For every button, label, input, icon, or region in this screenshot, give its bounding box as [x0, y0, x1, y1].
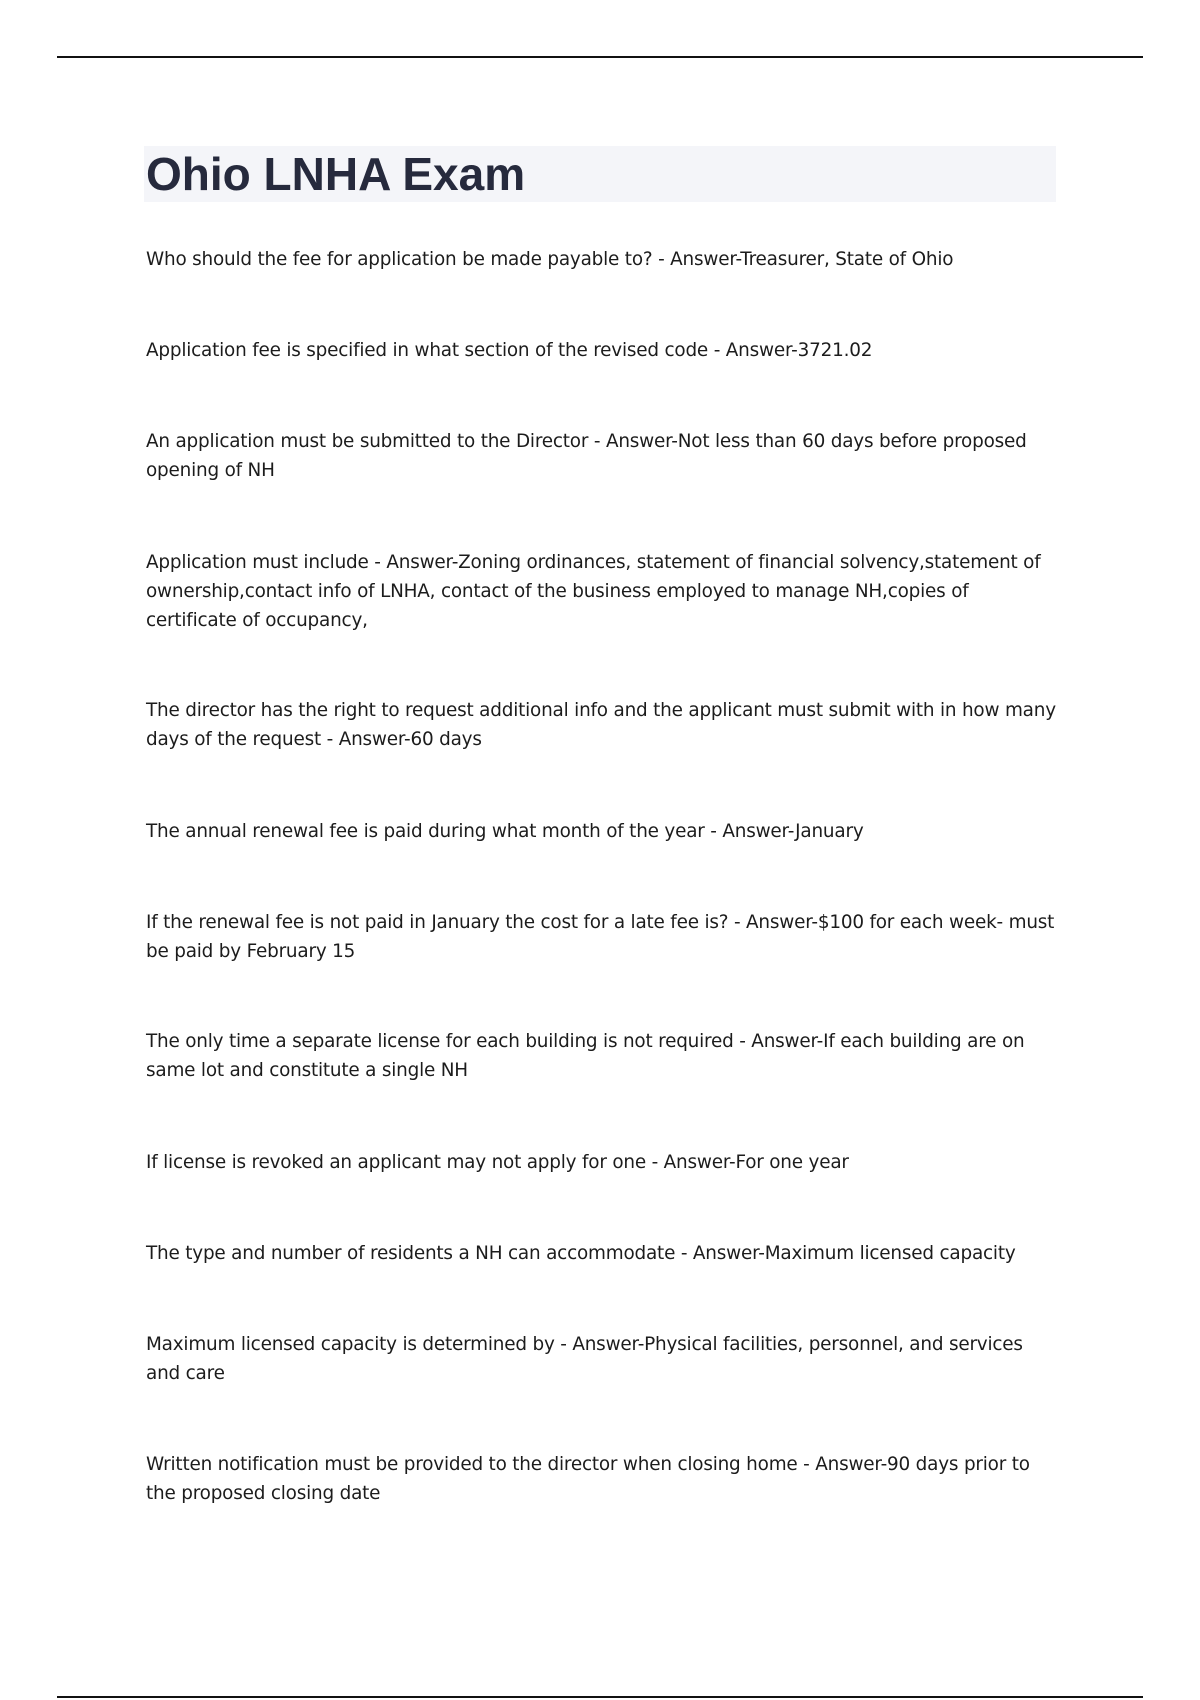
qa-item: Written notification must be provided to the director when closing home - Answer-90 days prior to the proposed closing date [146, 1454, 1030, 1504]
qa-item: The type and number of residents a NH can accommodate - Answer-Maximum licensed capacity [146, 1243, 1016, 1264]
bottom-divider [57, 1696, 1143, 1698]
qa-item: If license is revoked an applicant may not apply for one - Answer-For one year [146, 1152, 849, 1173]
qa-item: Application fee is specified in what section of the revised code - Answer-3721.02 [146, 340, 873, 361]
qa-item: An application must be submitted to the Director - Answer-Not less than 60 days before proposed opening of NH [146, 431, 1027, 481]
qa-item: The annual renewal fee is paid during what month of the year - Answer-January [146, 821, 864, 842]
qa-item: The director has the right to request additional info and the applicant must submit with in how many days of the request - Answer-60 days [146, 700, 1056, 750]
qa-item: If the renewal fee is not paid in January the cost for a late fee is? - Answer-$100 for each week- must be paid by February 15 [146, 912, 1055, 962]
qa-item: Maximum licensed capacity is determined by - Answer-Physical facilities, personnel, and services and care [146, 1334, 1023, 1384]
document-title: Ohio LNHA Exam [146, 148, 526, 200]
qa-item: The only time a separate license for each building is not required - Answer-If each building are on same lot and constitute a single NH [146, 1031, 1025, 1081]
qa-item: Who should the fee for application be made payable to? - Answer-Treasurer, State of Ohio [146, 249, 954, 270]
top-divider [57, 56, 1143, 58]
qa-item: Application must include - Answer-Zoning ordinances, statement of financial solvency,statement of ownership,contact info of LNHA, contact of the business employed to manage NH,copies of certificate of occupancy, [146, 552, 1041, 631]
